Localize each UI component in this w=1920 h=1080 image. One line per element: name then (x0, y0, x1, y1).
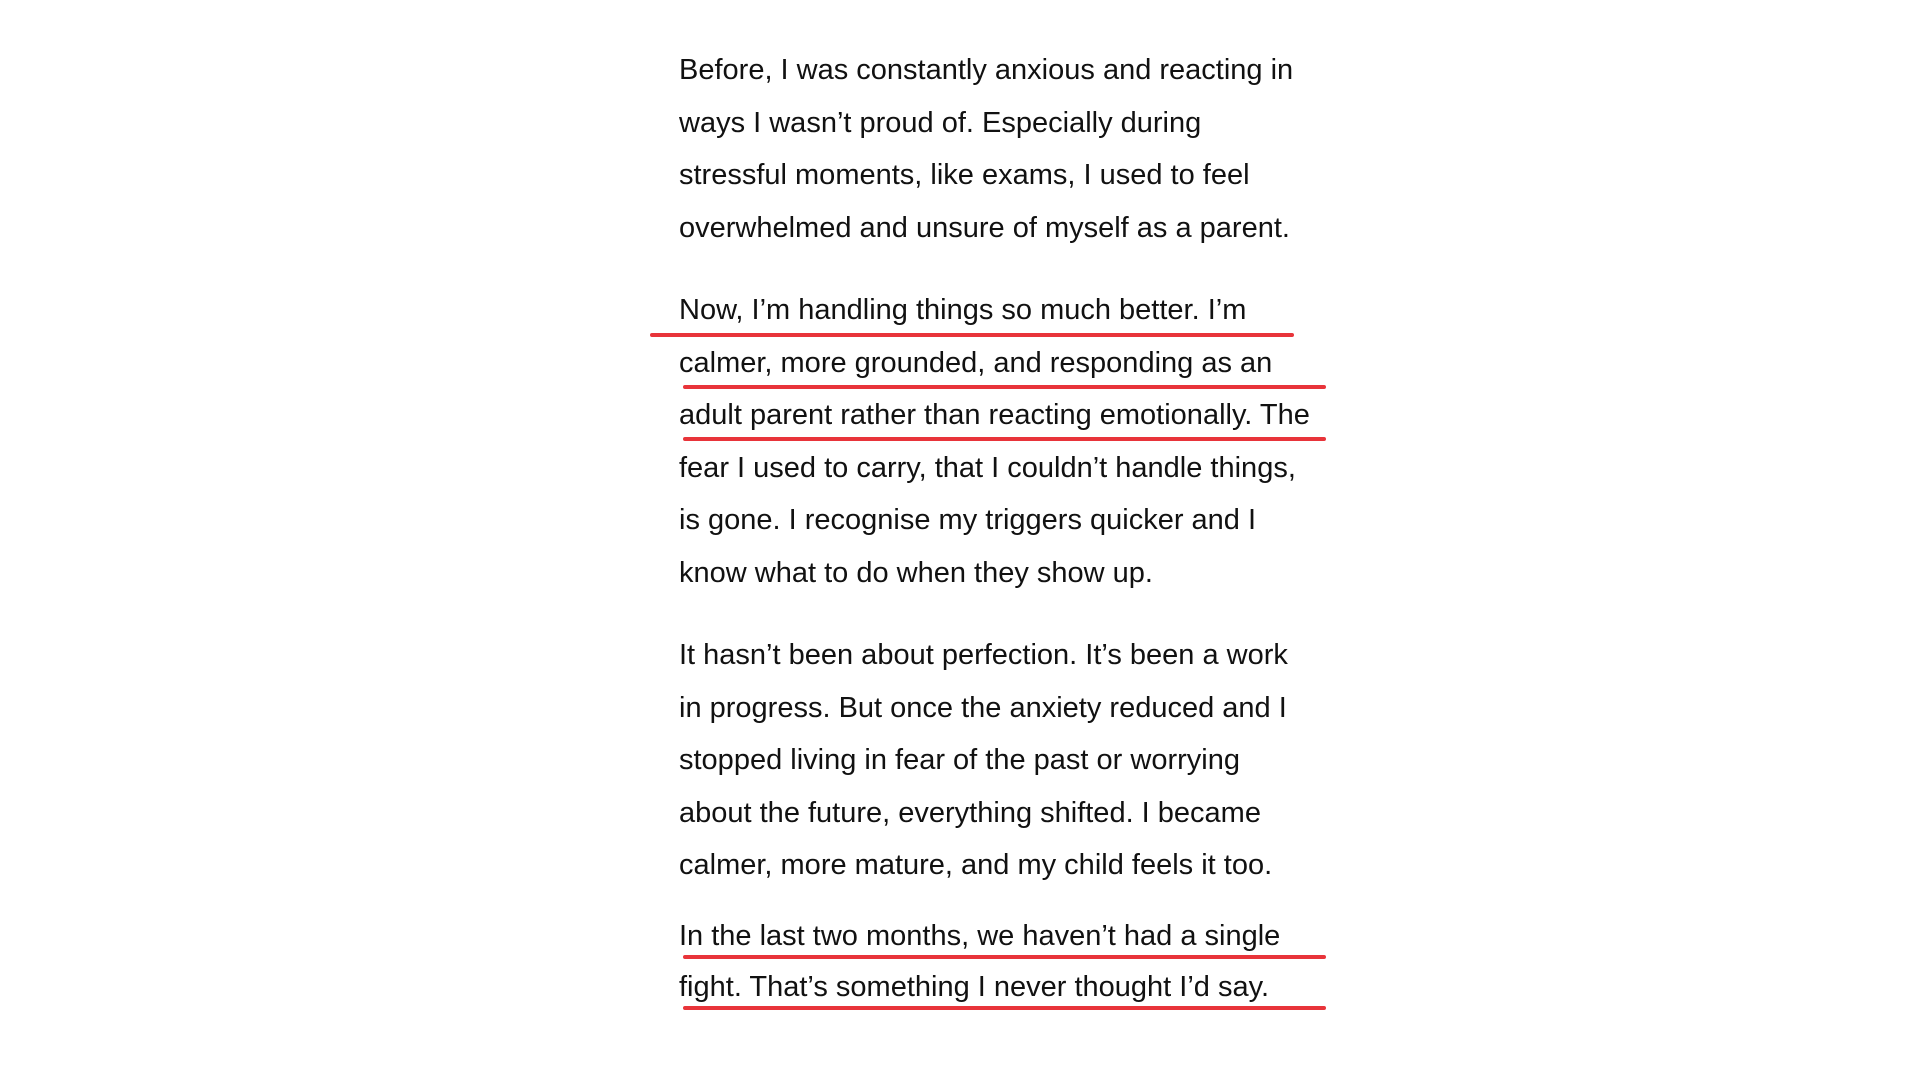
paragraph-1-line-3: stressful moments, like exams, I used to feel (679, 159, 1250, 191)
highlight-underline (683, 1006, 1326, 1010)
paragraph-4-line-2: fight. That’s something I never thought I’d say. (679, 971, 1270, 1003)
paragraph-1-line-1: Before, I was constantly anxious and reacting in (679, 54, 1294, 86)
paragraph-2-line-2: calmer, more grounded, and responding as an (679, 347, 1273, 379)
highlight-underline (650, 333, 1294, 337)
paragraph-3-line-2: in progress. But once the anxiety reduced and I (679, 692, 1287, 724)
paragraph-2-line-6: know what to do when they show up. (679, 557, 1153, 589)
paragraph-4-line-1: In the last two months, we haven’t had a single (679, 920, 1281, 952)
paragraph-1-line-2: ways I wasn’t proud of. Especially during (679, 107, 1202, 139)
highlight-underline (683, 437, 1326, 441)
paragraph-2-line-1: Now, I’m handling things so much better. I’m (679, 294, 1247, 326)
paragraph-3-line-3: stopped living in fear of the past or worrying (679, 744, 1240, 776)
highlight-underline (683, 955, 1326, 959)
paragraph-1-line-4: overwhelmed and unsure of myself as a parent. (679, 212, 1290, 244)
highlight-underline (683, 385, 1326, 389)
paragraph-3-line-4: about the future, everything shifted. I became (679, 797, 1261, 829)
paragraph-2-line-5: is gone. I recognise my triggers quicker and I (679, 504, 1257, 536)
paragraph-2-line-3: adult parent rather than reacting emotionally. The (679, 399, 1310, 431)
paragraph-3-line-5: calmer, more mature, and my child feels it too. (679, 849, 1273, 881)
paragraph-3-line-1: It hasn’t been about perfection. It’s been a work (679, 639, 1288, 671)
paragraph-2-line-4: fear I used to carry, that I couldn’t handle things, (679, 452, 1296, 484)
